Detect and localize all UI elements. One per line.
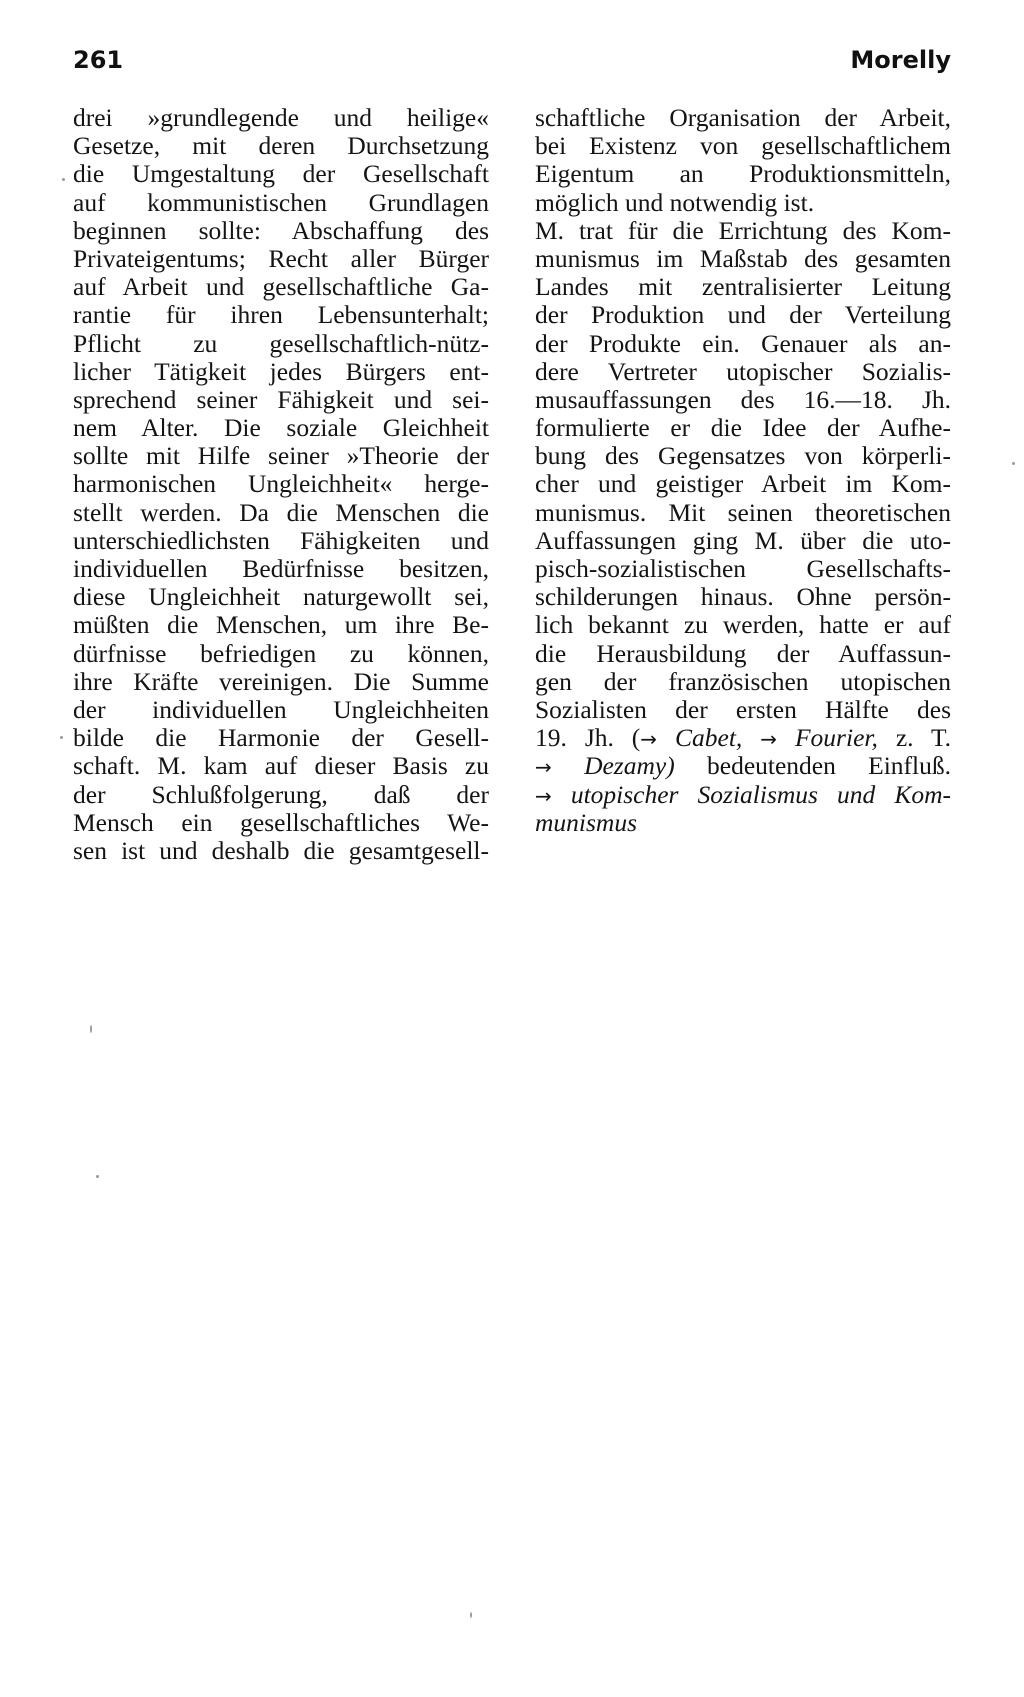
text-line: schaft. M. kam auf dieser Basis zu xyxy=(73,751,489,781)
text-line: Pflicht zu gesellschaftlich-nütz- xyxy=(73,328,489,358)
right-arrow-icon: → xyxy=(640,727,658,752)
text-line: sprechend seiner Fähigkeit und sei- xyxy=(73,384,489,414)
right-arrow-icon: → xyxy=(535,755,552,780)
text-line: dere Vertreter utopischer Sozialis- xyxy=(535,356,951,386)
text-line: bung des Gegensatzes von körperli- xyxy=(535,441,951,471)
text-line: der Produktion und der Verteilung xyxy=(535,300,951,330)
scan-speck xyxy=(470,1612,472,1618)
text-line: Gesetze, mit deren Durchsetzung xyxy=(73,131,489,161)
text-line: beginnen sollte: Abschaffung des xyxy=(73,215,489,245)
cross-reference-fourier[interactable]: Fourier, xyxy=(794,723,878,753)
text-line: Sozialisten der ersten Hälfte des xyxy=(535,694,951,724)
running-head-title: Morelly xyxy=(850,46,951,74)
running-head xyxy=(73,46,951,86)
text-line: bei Existenz von gesellschaftlichem xyxy=(535,131,951,161)
cross-reference-line xyxy=(535,724,951,752)
text-line: dürfnisse befriedigen zu können, xyxy=(73,638,489,668)
text-line: der Produkte ein. Genauer als an- xyxy=(535,328,951,358)
right-arrow-icon: → xyxy=(535,783,552,808)
text-line: M. trat für die Errichtung des Kom- xyxy=(535,215,951,245)
scan-speck xyxy=(1012,462,1015,465)
text-line: unterschiedlichsten Fähigkeiten und xyxy=(73,525,489,555)
text-line: harmonischen Ungleichheit« herge- xyxy=(73,469,489,499)
text-line: sollte mit Hilfe seiner »Theorie der xyxy=(73,441,489,471)
text-line: der Schlußfolgerung, daß der xyxy=(73,779,489,809)
cross-reference-cabet[interactable]: Cabet, xyxy=(675,723,743,753)
cross-reference-line xyxy=(535,809,951,837)
text-line: auf Arbeit und gesellschaftliche Ga- xyxy=(73,272,489,302)
text-line: Mensch ein gesellschaftliches We- xyxy=(73,807,489,837)
scan-speck xyxy=(96,1175,99,1178)
left-text-column xyxy=(73,104,489,865)
text-line: cher und geistiger Arbeit im Kom- xyxy=(535,469,951,499)
text-line: Landes mit zentralisierter Leitung xyxy=(535,272,951,302)
text-line: die Herausbildung der Auffassun- xyxy=(535,638,951,668)
text-line: gen der französischen utopischen xyxy=(535,666,951,696)
ref-prefix: 19. Jh. ( xyxy=(535,723,641,753)
text-line: stellt werden. Da die Menschen die xyxy=(73,497,489,527)
text-line: musauffassungen des 16.—18. Jh. xyxy=(535,384,951,414)
text-line: nem Alter. Die soziale Gleichheit xyxy=(73,413,489,443)
text-line: der individuellen Ungleichheiten xyxy=(73,694,489,724)
text-line: schaftliche Organisation der Arbeit, xyxy=(535,103,951,132)
text-line: Auffassungen ging M. über die uto- xyxy=(535,525,951,555)
ref-suffix: z. T. xyxy=(895,723,952,753)
scan-speck xyxy=(62,178,65,181)
text-line: Privateigentums; Recht aller Bürger xyxy=(73,243,489,273)
text-line: pisch-sozialistischen Gesellschafts- xyxy=(535,554,951,583)
right-text-column xyxy=(535,104,951,837)
text-line: auf kommunistischen Grundlagen xyxy=(73,187,489,217)
page-number: 261 xyxy=(73,46,124,74)
text-line: rantie für ihren Lebensunterhalt; xyxy=(73,300,489,330)
text-line: möglich und notwendig ist. xyxy=(535,187,815,217)
right-arrow-icon: → xyxy=(760,727,778,752)
scan-speck xyxy=(90,1025,92,1033)
text-line: Eigentum an Produktionsmitteln, xyxy=(535,159,951,189)
text-line: munismus. Mit seinen theoretischen xyxy=(535,497,951,527)
text-line: drei »grundlegende und heilige« xyxy=(73,103,489,132)
cross-reference-utopischer-sozialismus[interactable]: utopischer Sozialismus und Kom- xyxy=(570,779,952,809)
cross-reference-dezamy[interactable]: Dezamy) xyxy=(584,751,675,781)
text-line: individuellen Bedürfnisse besitzen, xyxy=(73,554,489,583)
cross-reference-line xyxy=(535,752,951,780)
text-line: bilde die Harmonie der Gesell- xyxy=(73,723,489,753)
scan-speck xyxy=(60,736,63,739)
text-line: lich bekannt zu werden, hatte er auf xyxy=(535,610,951,640)
cross-reference-line xyxy=(535,781,951,809)
text-line: müßten die Menschen, um ihre Be- xyxy=(73,610,489,640)
text-line: licher Tätigkeit jedes Bürgers ent- xyxy=(73,356,489,386)
text-line: diese Ungleichheit naturgewollt sei, xyxy=(73,582,489,612)
ref-suffix: bedeutenden Einfluß. xyxy=(707,751,952,781)
text-line: sen ist und deshalb die gesamtgesell- xyxy=(73,835,489,865)
text-line: formulierte er die Idee der Aufhe- xyxy=(535,413,951,443)
cross-reference-utopischer-sozialismus-cont[interactable]: munismus xyxy=(535,807,638,837)
text-line: munismus im Maßstab des gesamten xyxy=(535,243,951,273)
text-line: die Umgestaltung der Gesellschaft xyxy=(73,159,489,189)
text-line: ihre Kräfte vereinigen. Die Summe xyxy=(73,666,489,696)
text-line: schilderungen hinaus. Ohne persön- xyxy=(535,582,951,612)
